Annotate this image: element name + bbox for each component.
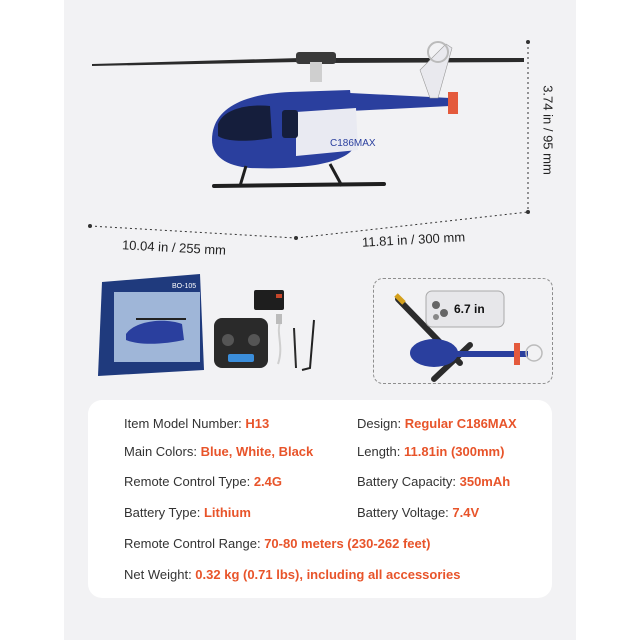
- width-diagonal-label: 11.81 in / 300 mm: [361, 229, 466, 250]
- spec-battery-type: Battery Type: Lithium: [124, 505, 251, 520]
- spec-net-weight: Net Weight: 0.32 kg (0.71 lbs), including all accessories: [124, 567, 461, 582]
- rotor-blade-left: [92, 58, 300, 66]
- spec-battery-voltage: Battery Voltage: 7.4V: [357, 505, 480, 520]
- spec-remote-type: Remote Control Type: 2.4G: [124, 474, 283, 489]
- screwdriver-icon: [294, 328, 296, 368]
- battery-icon: [254, 290, 284, 310]
- hex-key-icon: [302, 320, 314, 370]
- helicopter-top-view: [410, 339, 458, 367]
- remote-and-accessories-image: [210, 288, 336, 378]
- width-dimension-line-left: [90, 226, 296, 238]
- width-side-label: 10.04 in / 255 mm: [121, 237, 227, 258]
- heli-model-text: C186MAX: [330, 138, 376, 149]
- usb-cable-icon: [278, 322, 280, 364]
- spec-design: Design: Regular C186MAX: [357, 416, 517, 431]
- spec-item-model: Item Model Number: H13: [124, 416, 270, 431]
- spec-length: Length: 11.81in (300mm): [357, 444, 505, 459]
- phone-size-label: 6.7 in: [454, 302, 485, 316]
- phone-size-comparison: [373, 278, 553, 384]
- box-title: BO-105: [172, 283, 197, 290]
- rotor-blade-right: [330, 58, 524, 63]
- tail-stabilizer: [448, 92, 458, 114]
- spec-main-colors: Main Colors: Blue, White, Black: [124, 444, 314, 459]
- side-window: [282, 110, 298, 138]
- spec-battery-capacity: Battery Capacity: 350mAh: [357, 474, 511, 489]
- product-box-image: [96, 274, 208, 376]
- height-label: 3.74 in / 95 mm: [540, 85, 556, 175]
- spec-remote-range: Remote Control Range: 70-80 meters (230-262 feet): [124, 536, 431, 551]
- helicopter-dimension-area: [0, 0, 640, 270]
